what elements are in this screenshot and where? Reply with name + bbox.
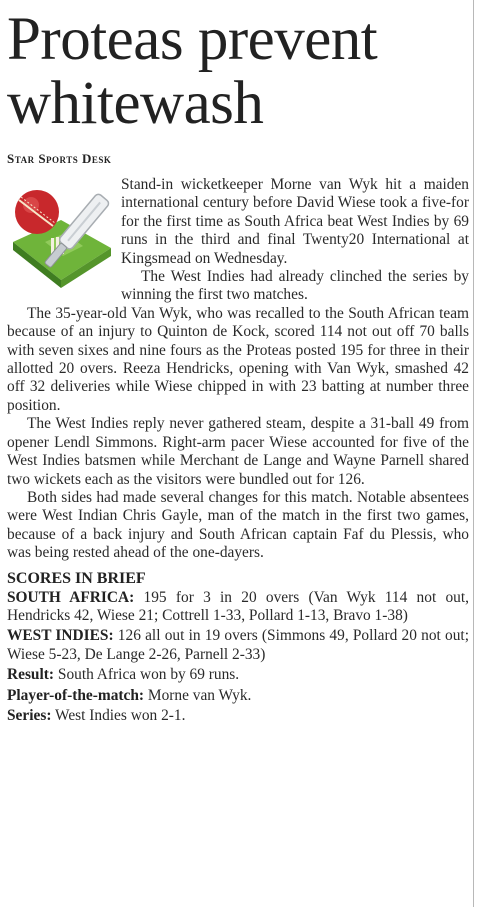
brief-west-indies-text: 126 all out in 19 overs (Simmons 49, Pollard 20 not out; Wiese 5-23, De Lange 2-26, Parnell 2-33) (7, 627, 469, 663)
byline: Star Sports Desk (7, 151, 112, 166)
news-article (7, 0, 469, 725)
paragraph-3: The 35-year-old Van Wyk, who was recalled to the South African team because of an injury to Quinton de Kock, scored 114 not out off 70 balls with seven sixes and nine fours as the Proteas posted 195 for three in their allotted 20 overs. Reeza Hendricks, opening with Van Wyk, smashed 42 off 32 deliveries while Wiese chipped in with 23 batting at number three position. (7, 304, 469, 414)
paragraph-2: The West Indies had already clinched the series by winning the first two matches. (121, 268, 469, 304)
headline-line-2: whitewash (7, 70, 264, 137)
brief-potm-label: Player-of-the-match: (7, 686, 145, 704)
brief-result-text: South Africa won by 69 runs. (57, 666, 240, 684)
scores-in-brief-heading: SCORES IN BRIEF (7, 569, 146, 587)
paragraph-5: Both sides had made several changes for this match. Notable absentees were West Indian Chris Gayle, man of the match in the first two games, because of a back injury and South African captain Faf du Plessis, who was being rested ahead of the one-dayers. (7, 488, 469, 562)
brief-west-indies (7, 627, 469, 664)
brief-south-africa (7, 589, 469, 626)
page-border (473, 0, 474, 907)
brief-south-africa-text: 195 for 3 in 20 overs (Van Wyk 114 not out, Hendricks 42, Wiese 21; Cottrell 1-33, Pollard 1-13, Bravo 1-38) (7, 588, 469, 624)
brief-series (7, 707, 469, 725)
headline (7, 8, 469, 136)
brief-west-indies-label: WEST INDIES: (7, 627, 114, 645)
brief-series-text: West Indies won 2-1. (55, 706, 186, 724)
brief-player-of-match (7, 687, 469, 705)
cricket-ball-bat-pitch-icon (7, 180, 115, 290)
paragraph-1: Stand-in wicketkeeper Morne van Wyk hit a maiden international century before David Wiese took a five-for for the first time as South Africa beat West Indies by 69 runs in the third and final Twenty20 International at Kingsmead on Wednesday. (121, 176, 469, 267)
article-body (7, 176, 469, 563)
brief-south-africa-label: SOUTH AFRICA: (7, 588, 135, 606)
headline-line-1: Proteas prevent (7, 6, 378, 73)
brief-potm-text: Morne van Wyk. (147, 686, 252, 704)
brief-result (7, 666, 469, 684)
brief-series-label: Series: (7, 706, 52, 724)
paragraph-4: The West Indies reply never gathered steam, despite a 31-ball 49 from opener Lendl Simmons. Right-arm pacer Wiese accounted for five of the West Indies batsmen while Merchant de Lange and Wayne Parnell shared two wickets each as the visitors were bundled out for 126. (7, 415, 469, 488)
brief-result-label: Result: (7, 666, 55, 684)
